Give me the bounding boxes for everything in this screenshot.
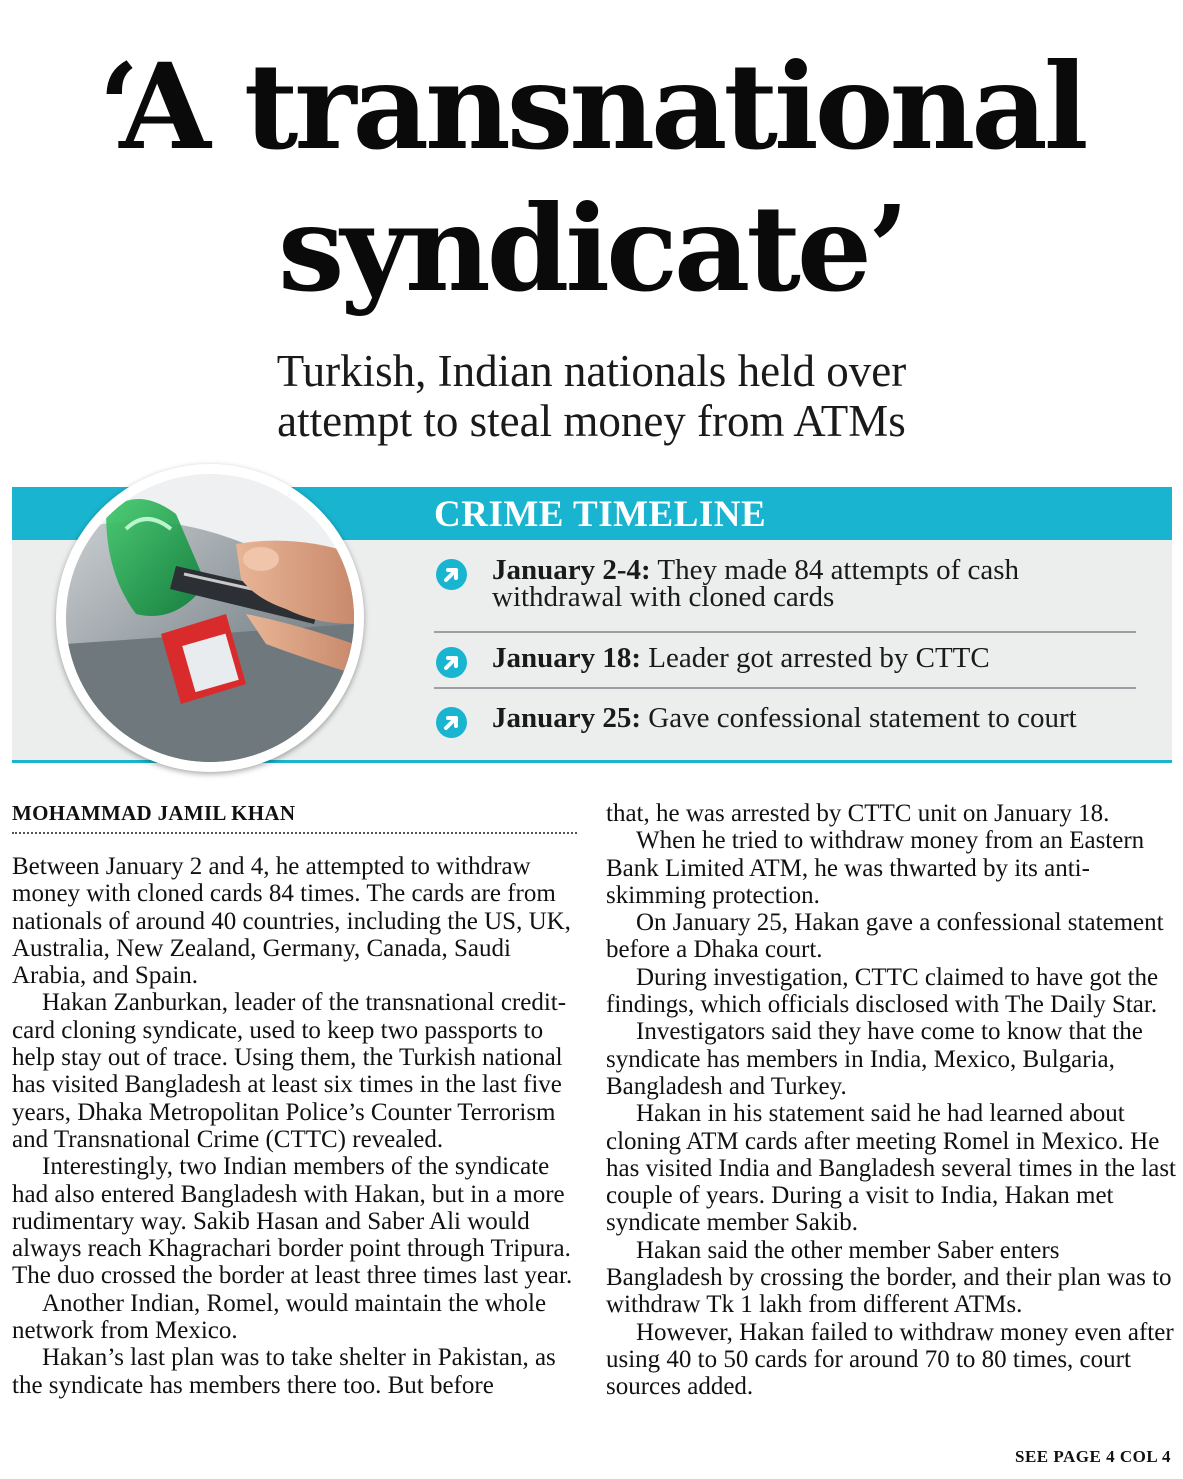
paragraph: Hakan’s last plan was to take shelter in Pakistan, as the syndicate has members there too. But before xyxy=(12,1344,556,1399)
timeline-item-text: They made 84 attempts of cash withdrawal with cloned cards xyxy=(492,554,1020,613)
byline: MOHAMMAD JAMIL KHAN xyxy=(12,801,296,825)
timeline-title: CRIME TIMELINE xyxy=(434,494,767,535)
arrow-icon xyxy=(436,707,467,738)
paragraph: However, Hakan failed to withdraw money even after using 40 to 50 cards for around 70 to 80 times, court sources added. xyxy=(606,1318,1174,1401)
continuation-note: SEE PAGE 4 COL 4 xyxy=(1015,1447,1171,1466)
paragraph: When he tried to withdraw money from an Eastern Bank Limited ATM, he was thwarted by its anti-skimming protection. xyxy=(606,827,1145,909)
timeline-item-date: January 2-4: xyxy=(492,554,651,586)
timeline-item-text: Gave confessional statement to court xyxy=(641,702,1077,734)
arrow-icon xyxy=(436,647,467,678)
timeline-item-date: January 25: xyxy=(492,702,642,734)
article-column-1 xyxy=(12,853,582,1399)
byline-divider xyxy=(12,832,577,834)
paragraph: Between January 2 and 4, he attempted to withdraw money with cloned cards 84 times. The cards are from nationals of around 40 countries, including the US, UK, Australia, New Zealand, Germany, Canada, Saudi Arabia, and Spain. xyxy=(12,853,571,990)
article-column-2 xyxy=(606,800,1176,1401)
atm-card-photo xyxy=(56,464,364,772)
paragraph: Interestingly, two Indian members of the syndicate had also entered Bangladesh with Hakan, but in a more rudimentary way. Sakib Hasan and Saber Ali would always reach Khagrachari border point through Tripura. The duo crossed the border at least three times last year. xyxy=(12,1153,573,1290)
paragraph: During investigation, CTTC claimed to have got the findings, which officials disclosed with The Daily Star. xyxy=(606,963,1159,1019)
paragraph: Hakan Zanburkan, leader of the transnational credit-card cloning syndicate, used to keep two passports to help stay out of trace. Using them, the Turkish national has visited Bangladesh at least six times in the last five years, Dhaka Metropolitan Police’s Counter Terrorism and Transnational Crime (CTTC) revealed. xyxy=(12,989,567,1153)
paragraph: Another Indian, Romel, would maintain the whole network from Mexico. xyxy=(12,1289,547,1345)
paragraph: On January 25, Hakan gave a confessional statement before a Dhaka court. xyxy=(606,909,1164,964)
subheadline-line-2: attempt to steal money from ATMs xyxy=(277,396,906,446)
subheadline-line-1: Turkish, Indian nationals held over xyxy=(276,346,907,396)
paragraph: Hakan said the other member Saber enters Bangladesh by crossing the border, and their plan was to withdraw Tk 1 lakh from different ATMs. xyxy=(606,1236,1172,1319)
paragraph: that, he was arrested by CTTC unit on January 18. xyxy=(606,800,1110,827)
arrow-icon xyxy=(436,559,467,590)
timeline-item-text: Leader got arrested by CTTC xyxy=(641,642,990,674)
headline xyxy=(0,36,1183,320)
timeline-item-date: January 18: xyxy=(492,642,642,674)
headline-line-2: syndicate’ xyxy=(277,179,906,318)
paragraph: Investigators said they have come to know that the syndicate has members in India, Mexico, Bulgaria, Bangladesh and Turkey. xyxy=(606,1018,1143,1100)
timeline-divider xyxy=(434,687,1136,689)
paragraph: Hakan in his statement said he had learned about cloning ATM cards after meeting Romel in Mexico. He has visited India and Bangladesh several times in the last couple of years. During a visit to India, Hakan met syndicate member Sakib. xyxy=(606,1100,1176,1237)
timeline-divider xyxy=(434,631,1136,633)
subheadline xyxy=(0,346,1183,446)
headline-line-1: ‘A transnational xyxy=(98,37,1085,176)
